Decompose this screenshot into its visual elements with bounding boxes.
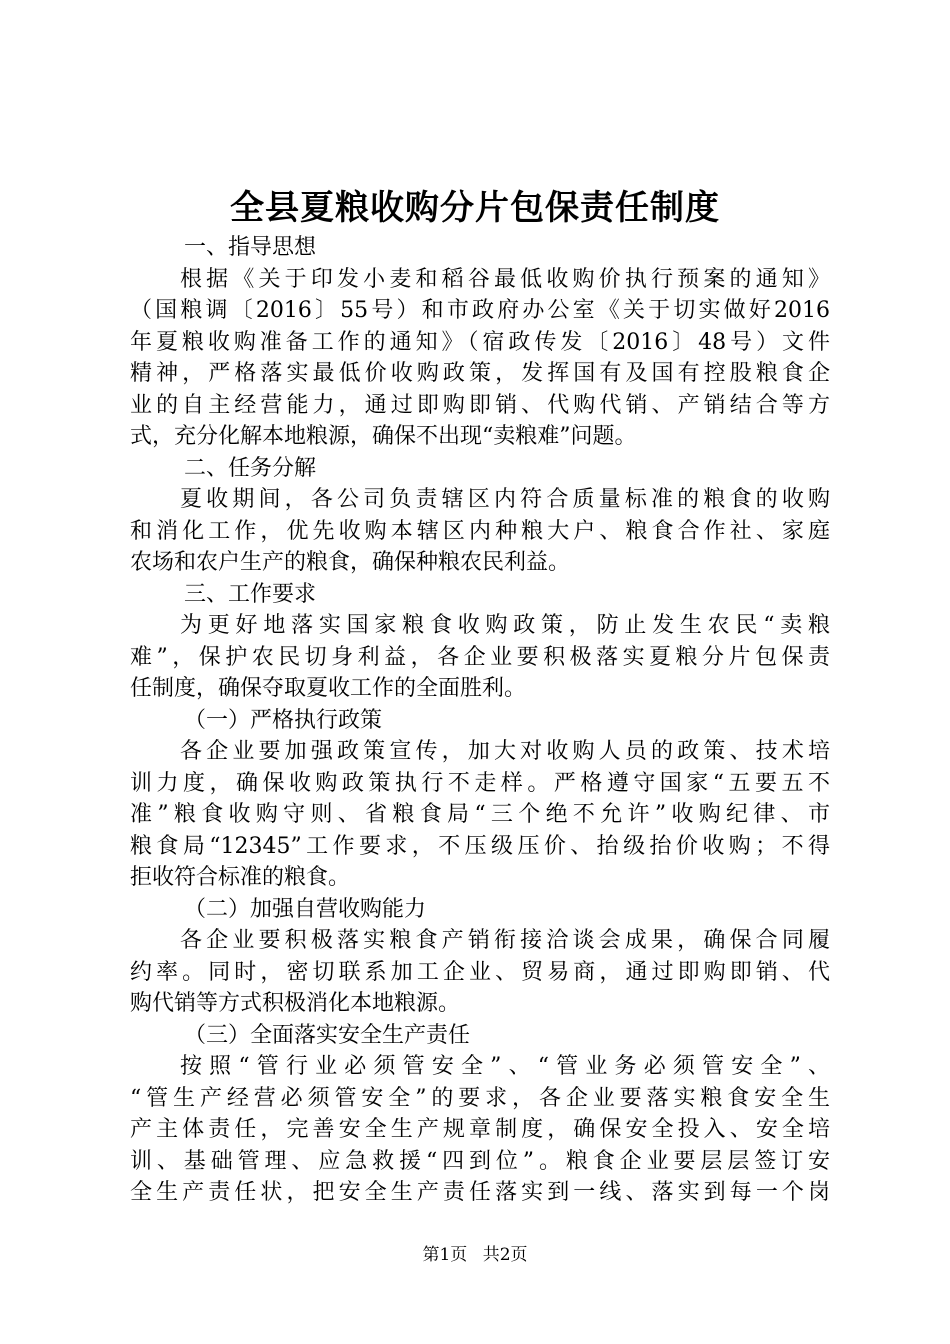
paragraph-line: 难”，保护农民切身利益，各企业要积极落实夏粮分片包保责 bbox=[130, 644, 830, 670]
paragraph-line: 约率。同时，密切联系加工企业、贸易商，通过即购即销、代 bbox=[130, 959, 830, 985]
paragraph-line: 产主体责任，完善安全生产规章制度，确保安全投入、安全培 bbox=[130, 1117, 830, 1142]
subsection-heading: （三）全面落实安全生产责任 bbox=[184, 1022, 471, 1048]
paragraph-line: 购代销等方式积极消化本地粮源。 bbox=[130, 991, 461, 1016]
section-heading: 一、指导思想 bbox=[184, 235, 317, 260]
paragraph-line: 各企业要加强政策宣传，加大对收购人员的政策、技术培 bbox=[180, 739, 830, 764]
paragraph-line: 训力度，确保收购政策执行不走样。严格遵守国家“五要五不 bbox=[130, 770, 830, 796]
paragraph-line: 业的自主经营能力，通过即购即销、代购代销、产销结合等方 bbox=[130, 392, 830, 418]
paragraph-line: 准”粮食收购守则、省粮食局“三个绝不允许”收购纪律、市 bbox=[130, 802, 830, 827]
document-title: 全县夏粮收购分片包保责任制度 bbox=[230, 188, 720, 228]
paragraph-line: 根据《关于印发小麦和稻谷最低收购价执行预案的通知》 bbox=[180, 266, 830, 292]
paragraph-line: 粮食局“12345”工作要求，不压级压价、抬级抬价收购；不得 bbox=[130, 833, 830, 859]
paragraph-line: （国粮调〔2016〕55号）和市政府办公室《关于切实做好2016 bbox=[130, 298, 830, 323]
paragraph-line: 式，充分化解本地粮源，确保不出现“卖粮难”问题。 bbox=[130, 424, 637, 449]
paragraph-line: 拒收符合标准的粮食。 bbox=[130, 865, 351, 890]
page-number: 第1页 bbox=[422, 1245, 468, 1265]
paragraph-line: “管生产经营必须管安全”的要求，各企业要落实粮食安全生 bbox=[130, 1085, 830, 1111]
page-footer bbox=[0, 1240, 950, 1265]
document-body bbox=[130, 232, 830, 1209]
paragraph-line: 为更好地落实国家粮食收购政策，防止发生农民“卖粮 bbox=[180, 613, 830, 638]
paragraph-line: 全生产责任状，把安全生产责任落实到一线、落实到每一个岗 bbox=[130, 1180, 830, 1205]
page-total: 共2页 bbox=[482, 1245, 528, 1265]
subsection-heading: （一）严格执行政策 bbox=[184, 707, 383, 733]
subsection-heading: （二）加强自营收购能力 bbox=[184, 896, 427, 922]
paragraph-line: 按照“管行业必须管安全”、“管业务必须管安全”、 bbox=[180, 1054, 830, 1079]
section-heading: 二、任务分解 bbox=[184, 455, 317, 481]
section-heading: 三、工作要求 bbox=[184, 581, 317, 607]
paragraph-line: 精神，严格落实最低价收购政策，发挥国有及国有控股粮食企 bbox=[130, 361, 830, 386]
paragraph-line: 年夏粮收购准备工作的通知》（宿政传发〔2016〕48号）文件 bbox=[130, 329, 830, 355]
paragraph-line: 训、基础管理、应急救援“四到位”。粮食企业要层层签订安 bbox=[130, 1148, 830, 1174]
paragraph-line: 农场和农户生产的粮食，确保种粮农民利益。 bbox=[130, 550, 571, 575]
paragraph-line: 和消化工作，优先收购本辖区内种粮大户、粮食合作社、家庭 bbox=[130, 518, 830, 544]
paragraph-line: 任制度，确保夺取夏收工作的全面胜利。 bbox=[130, 676, 527, 701]
paragraph-line: 各企业要积极落实粮食产销衔接洽谈会成果，确保合同履 bbox=[180, 928, 830, 953]
paragraph-line: 夏收期间，各公司负责辖区内符合质量标准的粮食的收购 bbox=[180, 487, 830, 512]
